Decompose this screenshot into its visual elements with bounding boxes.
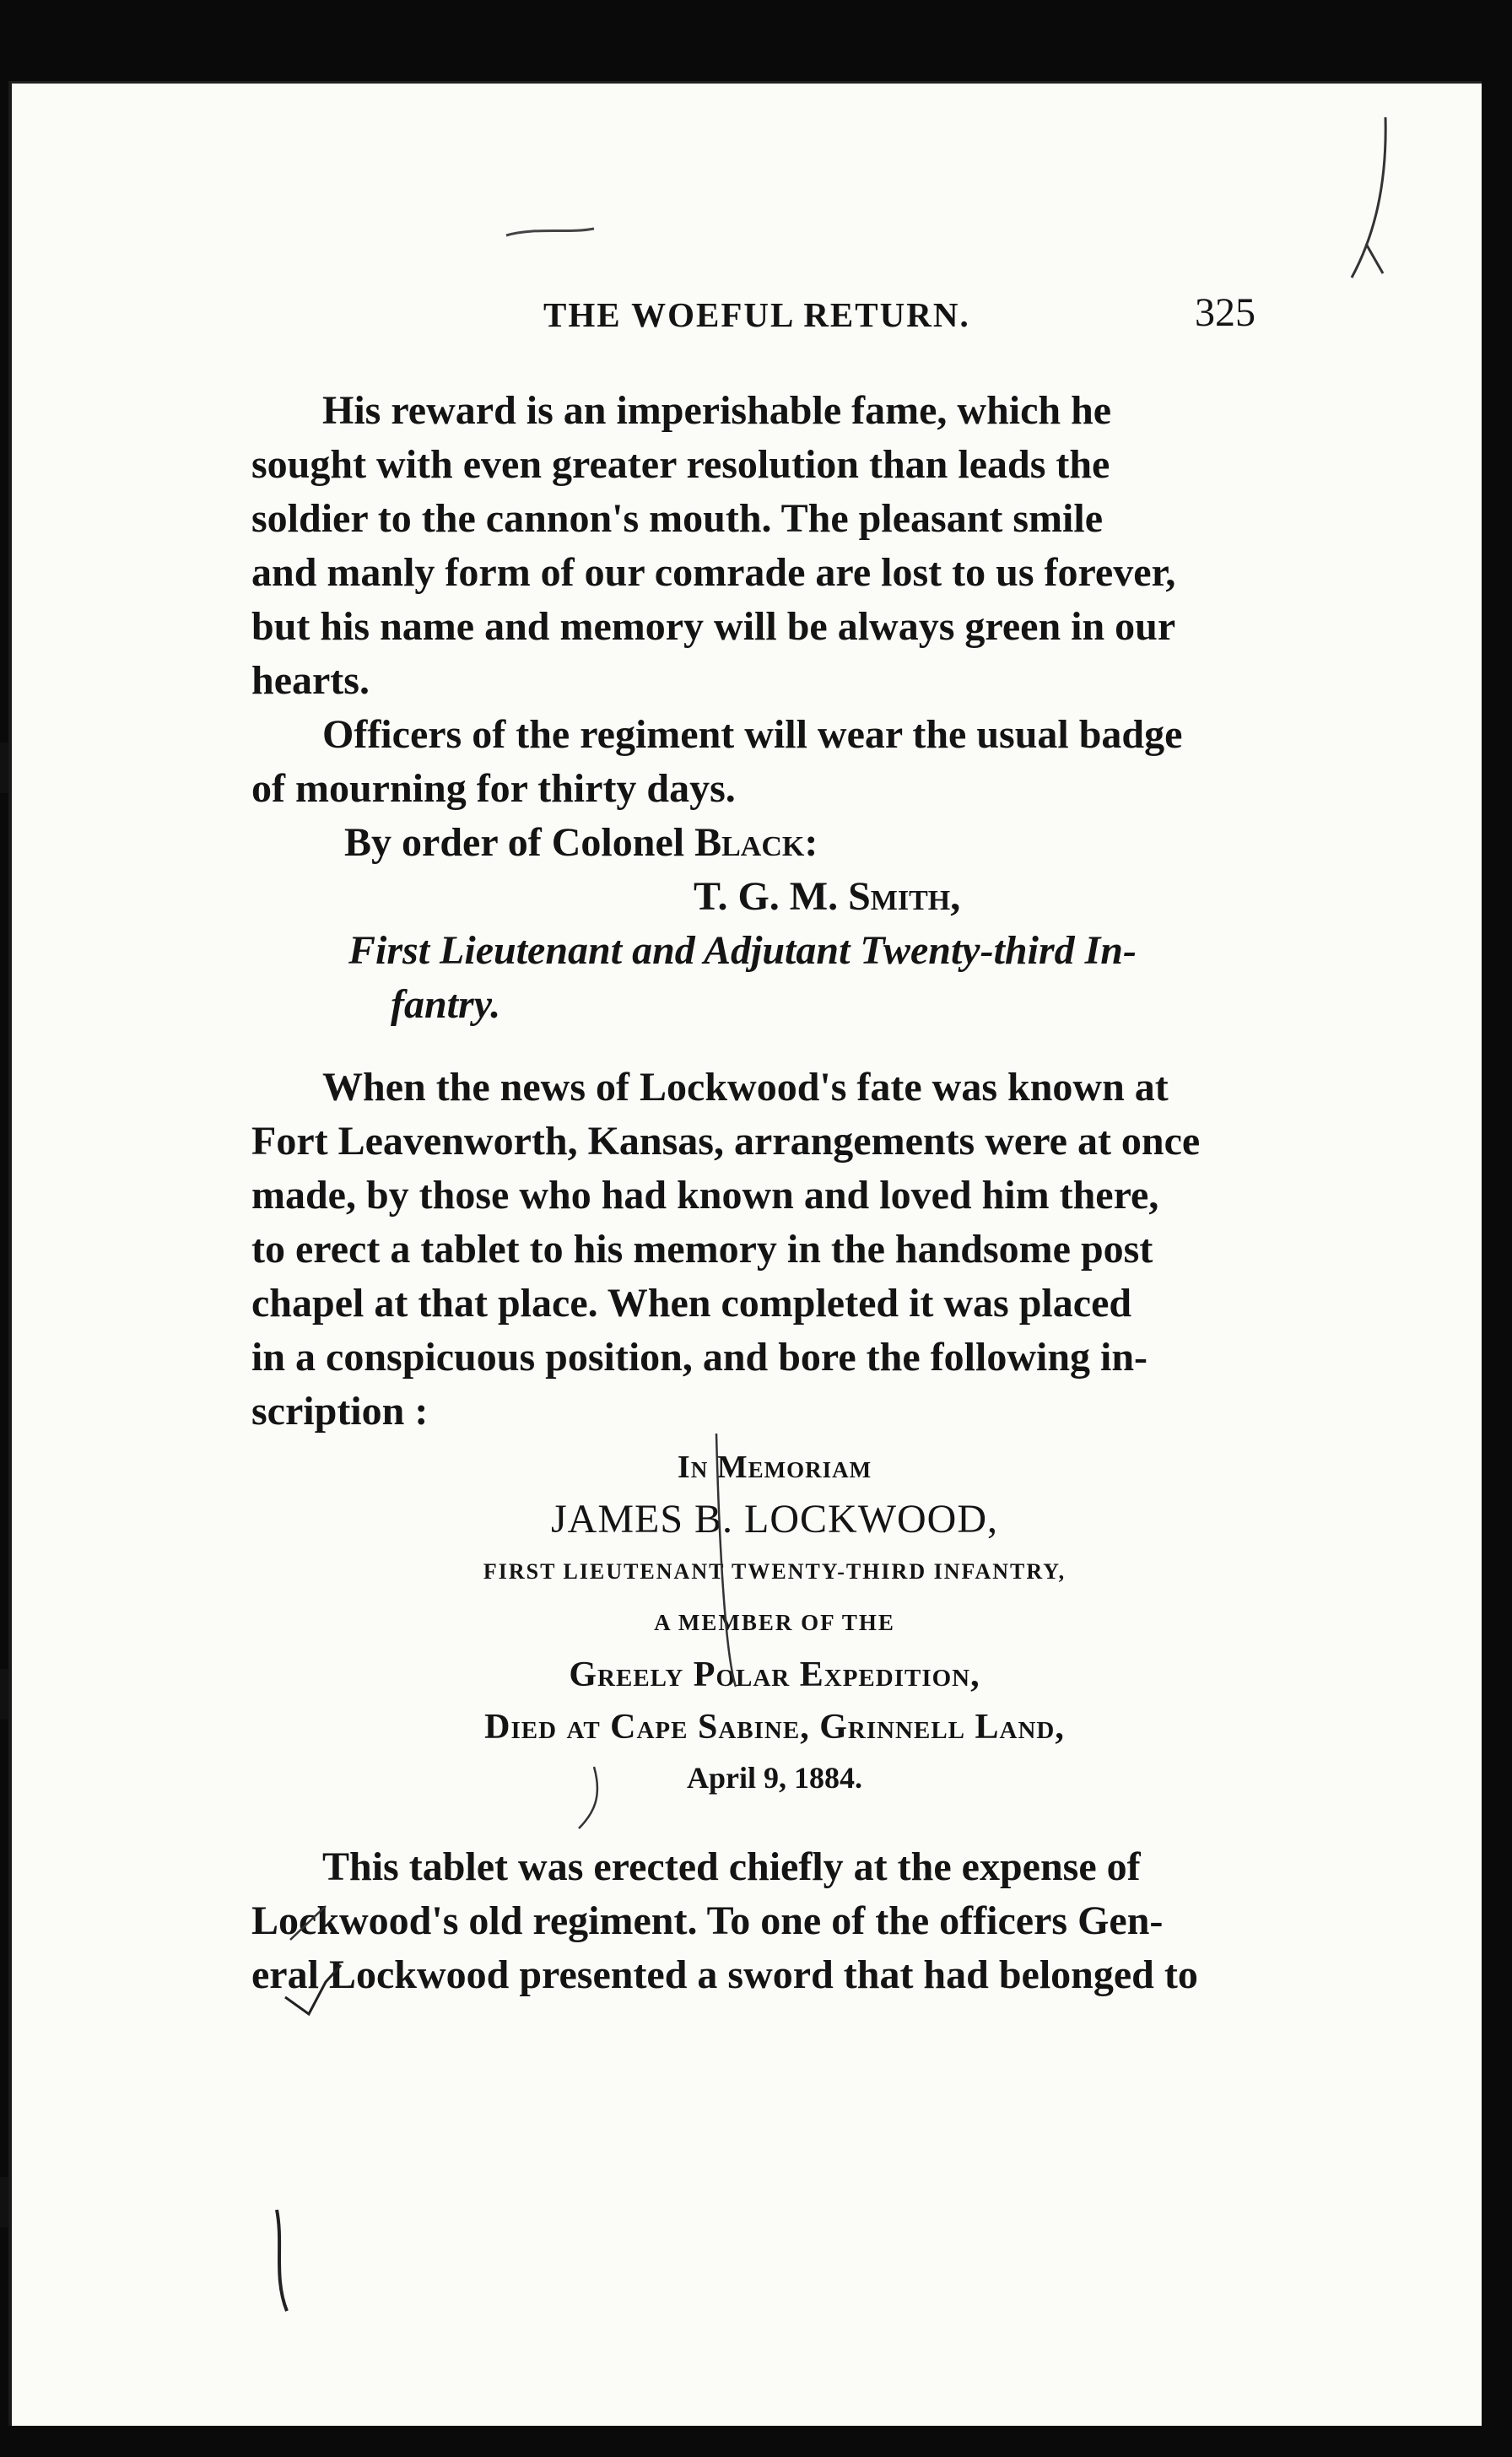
paragraph-gap [251,1032,1298,1061]
text-line: made, by those who had known and loved him there, [251,1173,1159,1218]
paragraph-reward [251,384,1298,708]
margin-pencil-stroke [1366,244,1383,273]
text-line: to erect a tablet to his memory in the handsome post [251,1227,1153,1272]
text-line: but his name and memory will be always green in our [251,604,1176,649]
text-line: and manly form of our comrade are lost to us forever, [251,550,1176,595]
text-line: When the news of Lockwood's fate was known at [322,1065,1169,1110]
text-line: Officers of the regiment will wear the usual badge [322,712,1183,757]
order-suffix: : [804,820,818,865]
text-line: Fort Leavenworth, Kansas, arrangements were at once [251,1119,1201,1164]
text-line: in a conspicuous position, and bore the following in- [251,1335,1148,1380]
text-line: His reward is an imperishable fame, which he [322,388,1112,433]
text-line: chapel at that place. When completed it was placed [251,1281,1132,1326]
signature-title-line: First Lieutenant and Adjutant Twenty-third In- [348,928,1137,973]
book-page [8,81,1482,2426]
inscription-heading: In Memoriam [677,1450,872,1485]
inscription-rank: FIRST LIEUTENANT TWENTY-THIRD INFANTRY, [483,1559,1066,1584]
paragraph-tablet-news [251,1061,1298,1439]
order-prefix: By order of Colonel [344,820,695,865]
text-line: eral Lockwood presented a sword that had belonged to [251,1952,1198,1997]
paragraph-tablet-erected [251,1840,1298,2002]
text-line: This tablet was erected chiefly at the expense of [322,1844,1141,1889]
text-line: hearts. [251,658,370,703]
pencil-stroke-bottom [277,2210,287,2311]
inscription-expedition: Greely Polar Expedition, [569,1655,980,1694]
text-line: sought with even greater resolution than leads the [251,442,1110,487]
inscription-date: April 9, 1884. [686,1761,862,1795]
margin-pencil-stroke [1352,117,1385,278]
order-colonel-name: Black [694,820,805,865]
memorial-inscription [251,1444,1298,1801]
text-line: scription : [251,1389,429,1434]
text-line: of mourning for thirty days. [251,766,736,811]
pencil-stroke-top [506,229,594,235]
body-text [251,384,1298,2002]
signature-title [251,924,1298,1032]
paragraph-mourning [251,708,1298,816]
inscription-died: Died at Cape Sabine, Grinnell Land, [484,1708,1065,1747]
inscription-member: A MEMBER OF THE [654,1610,895,1635]
running-title: THE WOEFUL RETURN. [543,295,970,334]
running-head [12,290,1482,345]
text-line: soldier to the cannon's mouth. The pleasant smile [251,496,1104,541]
order-line [251,816,1298,870]
signature-title-line: fantry. [391,982,501,1027]
page-number: 325 [1195,290,1256,335]
text-line: Lockwood's old regiment. To one of the officers Gen- [251,1898,1164,1943]
signature-name: T. G. M. Smith, [694,874,961,919]
inscription-name: JAMES B. LOCKWOOD, [550,1497,998,1542]
paragraph-gap [251,1801,1298,1840]
